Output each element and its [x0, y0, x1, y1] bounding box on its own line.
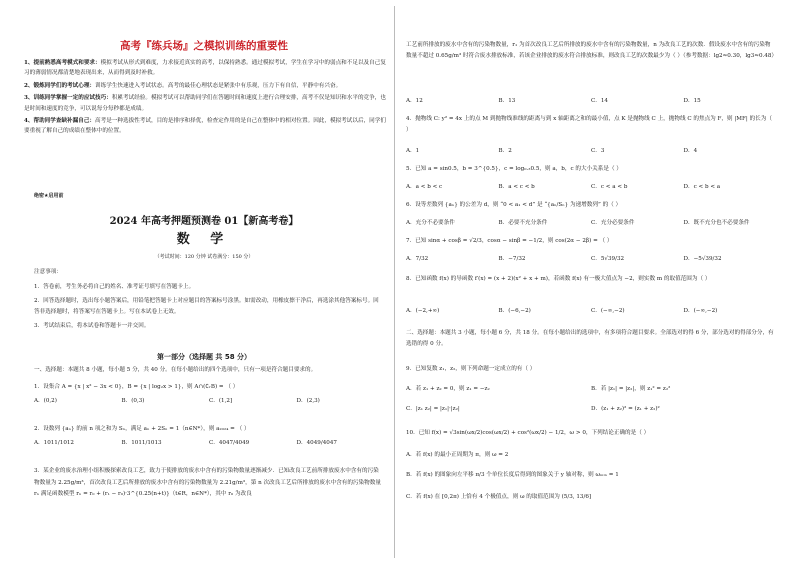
option-c: C．c < a < b — [591, 184, 628, 190]
option-d: D．(−∞,−2) — [683, 308, 718, 314]
question-9-options-row1 — [406, 384, 776, 394]
option-b: B．13 — [498, 98, 516, 104]
tip-item — [24, 81, 386, 91]
question-9-stem: 9．已知复数 z₁，z₂，则下列命题一定成立的有（ ） — [406, 366, 536, 372]
question-6-options — [406, 218, 776, 228]
option-b: B．若 f(x) 的图象向左平移 π/3 个单位长度后得到的图象关于 y 轴对称，则 ωₘᵢₙ = 1 — [406, 472, 619, 478]
note-item: 1．答卷前，考生务必将自己的姓名、准考证号填写在答题卡上。 — [34, 284, 195, 290]
option-c: C．(−∞,−2) — [591, 308, 625, 314]
question-3-options — [406, 96, 776, 106]
option-a: A．(0,2) — [34, 398, 57, 404]
tip-head: 2、锻炼同学们的考试心理： — [24, 82, 96, 89]
exam-meta: （考试时间：120 分钟 试卷满分：150 分） — [154, 254, 254, 260]
tip-head: 4、帮助同学查缺补漏自己： — [24, 118, 96, 125]
option-a: A．(−2,+∞) — [406, 308, 440, 314]
option-a: A．12 — [406, 98, 423, 104]
section2-instructions: 二、选择题：本题共 3 小题，每小题 6 分，共 18 分。在每小题给出的选项中，有多项符合题目要求。全部选对的得 6 分，部分选对的得部分分，有选错的得 0 分。 — [406, 330, 774, 347]
option-c: C．5√39/32 — [591, 256, 625, 262]
question-8-options — [406, 306, 776, 316]
tip-body: 积累考试经验。模拟考试可以帮助同学们在答题时间和速度上进行合理安排，高考不仅是知识和水平的竞争，也是时间和速度的竞争，可以说每分每秒都是成绩。 — [24, 95, 386, 112]
question-9-options-row2 — [406, 404, 776, 414]
right-column — [400, 0, 778, 562]
tip-item — [24, 116, 386, 137]
option-d: D．4049/4047 — [296, 440, 337, 446]
question-3-continued: 工艺前所排放的废水中含有的污染物数量，r₁ 为首次改良工艺后所排放的废水中含有的污染物数量，n 为改良工艺的次数．假设废水中含有的污染物数量不超过 0.65g/m³ 时符合废水排放标准，若该企业排放的废水符合排放标准，则改良工艺的次数最少为（ ）（参考数据：lg2≈0.30，lg3≈0.48） — [406, 42, 778, 59]
question-4-options — [406, 146, 776, 156]
column-divider — [394, 6, 395, 558]
secret-label: 绝密★启用前 — [34, 193, 64, 199]
option-d: D．4 — [683, 148, 698, 154]
option-d: D．c < b < a — [683, 184, 721, 190]
section1-instructions: 一、选择题：本题共 8 小题，每小题 5 分，共 40 分。在每小题给出的四个选项中，只有一项是符合题目要求的。 — [34, 367, 317, 373]
question-stem: 3．某企业的废水治理小组积极探索改良工艺，致力于使排放的废水中含有的污染物数量逐渐减少．已知改良工艺前所排放废水中含有的污染物数量为 2.25g/m³，首次改良工艺后所排放的废水中含有的污染物数量为 2.21g/m³，第 n 次改良工艺后所排放的废水中含有的污染物数量 rₙ 满足函数模型 rₙ = r₀ + (r₁ − r₀)·3^{0.25(n+t)}（t∈R，n∈N*），其中 r₀ 为改良 — [34, 468, 381, 498]
question-options — [34, 396, 384, 406]
option-d: D．−5√39/32 — [683, 256, 722, 262]
question-7-stem: 7．已知 sinα + cosβ = √2/3，cosα − sinβ = −1/2，则 cos(2α − 2β) = （ ） — [406, 238, 613, 244]
question-5-options — [406, 182, 776, 192]
option-c: C．充分必要条件 — [591, 220, 635, 226]
option-c: C．3 — [591, 148, 605, 154]
part1-heading: 第一部分（选择题 共 58 分） — [156, 353, 252, 361]
note-item: 2．回答选择题时，选出每小题答案后，用铅笔把答题卡上对应题目的答案标号涂黑。如需改动，用橡皮擦干净后，再选涂其他答案标号。回答非选择题时，将答案写在答题卡上。写在本试卷上无效。 — [34, 298, 379, 315]
option-a: A．若 f(x) 的最小正周期为 π，则 ω = 2 — [406, 452, 509, 458]
option-b: B．(0,3) — [121, 398, 145, 404]
option-a: A．充分不必要条件 — [406, 220, 455, 226]
question-6-stem: 6．设等差数列 {aₙ} 的公差为 d，则 “0 < a₁ < d” 是 “{aₙ/Sₙ} 为递增数列” 的（ ） — [406, 202, 622, 208]
tip-body: 高考是一种选拔性考试，目的是排序和择优，检查定作用的是自己在整体中的相对位置。因此，模拟考试以后，同学们要重视了解自己的成绩在整体中的位置。 — [24, 118, 386, 135]
tip-body: 训练学生快速进入考试状态。高考的最佳心理状态是紧张中有乐观，压力下有自信，平静中有兴奋。 — [95, 82, 342, 89]
option-b: B．若 |z₁| = |z₂|，则 z₁² = z₂² — [591, 386, 671, 392]
question-5-stem: 5．已知 a = sin0.5，b = 3^{0.5}，c = log₀.₃0.5，则 a，b，c 的大小关系是（ ） — [406, 166, 622, 172]
option-b: B．必要不充分条件 — [498, 220, 548, 226]
option-b: B．2 — [498, 148, 512, 154]
tip-item — [24, 58, 386, 79]
option-c: C．若 f(x) 在 [0,2π) 上恰有 4 个极值点，则 ω 的取值范围为 (5/3, 13/6] — [406, 494, 592, 500]
option-d: D．15 — [683, 98, 701, 104]
question-2 — [34, 424, 384, 448]
question-stem: 1．设集合 A = {x | x² − 3x < 0}，B = {x | log₂x > 1}，则 A∩(∁ᵣB) = （ ） — [34, 384, 239, 390]
tips-list — [24, 58, 386, 137]
exam-title: 2024 年高考押题预测卷 01【新高考卷】 — [109, 216, 299, 227]
question-8-stem: 8．已知函数 f(x) 的导函数 f′(x) = (x + 2)(x² + x + m)，若函数 f(x) 有一极大值点为 −2，则实数 m 的取值范围为（ ） — [406, 276, 711, 282]
option-c: C．(1,2] — [209, 398, 233, 404]
option-c: C．|z₁ z₂| = |z₁|·|z₂| — [406, 406, 460, 412]
option-a: A．1 — [406, 148, 420, 154]
tip-head: 3、训练同学掌握一定的应试技巧： — [24, 95, 112, 102]
question-options — [34, 438, 384, 448]
question-4-stem: 4．抛物线 C: y² = 4x 上的点 M 到抛物线准线的距离与到 x 轴距离之和的最小值，点 K 是抛物线 C 上，抛物线 C 的焦点为 F，则 |MF| 的长为（ ） — [406, 116, 772, 133]
option-d: D．既不充分也不必要条件 — [683, 220, 750, 226]
tip-item — [24, 93, 386, 114]
option-c: C．14 — [591, 98, 608, 104]
question-3 — [34, 466, 384, 501]
question-7-options — [406, 254, 776, 264]
option-b: B．(−6,−2) — [498, 308, 531, 314]
tip-head: 1、提前熟悉高考模式和要求： — [24, 60, 101, 66]
subject-title: 数 学 — [176, 232, 232, 247]
option-c: C．4047/4049 — [209, 440, 250, 446]
notes-list — [34, 282, 382, 336]
question-1 — [34, 382, 384, 406]
option-d: D．(2,3) — [296, 398, 320, 404]
option-b: B．a < c < b — [498, 184, 535, 190]
tip-body: 模拟考试从形式到难度，力求接近真实的高考，以保持熟悉。通过模拟考试，学生在学习中的弱点和不足以及自己复习的薄弱情况都清楚地表现出来，从而得到及时补救。 — [24, 60, 386, 77]
note-item: 3．考试结束后，将本试卷和答题卡一并交回。 — [34, 323, 150, 330]
question-10-stem: 10．已知 f(x) = √3sin(ωx/2)cos(ωx/2) + cos²(ωx/2) − 1/2，ω > 0，下列结论正确的是（ ） — [406, 430, 650, 436]
option-b: B．−7/32 — [498, 256, 526, 262]
option-a: A．7/32 — [406, 256, 429, 262]
option-d: D．(z₁ + z₂)² = (z₁ + z₂)² — [591, 406, 660, 412]
option-a: A．1011/1012 — [34, 440, 74, 446]
question-stem: 2．设数列 {aₙ} 的前 n 项之和为 Sₙ，满足 aₙ + 2Sₙ = 1（n∈N*），则 a₂₀₂₄ = （ ） — [34, 426, 250, 432]
option-a: A．a < b < c — [406, 184, 443, 190]
option-b: B．1011/1013 — [121, 440, 162, 446]
promo-title: 高考『练兵场』之模拟训练的重要性 — [120, 40, 288, 52]
notes-heading: 注意事项： — [34, 269, 62, 275]
option-a: A．若 z₁ + z₂ = 0，则 z₁ = −z₂ — [406, 386, 490, 392]
left-column — [18, 0, 390, 562]
